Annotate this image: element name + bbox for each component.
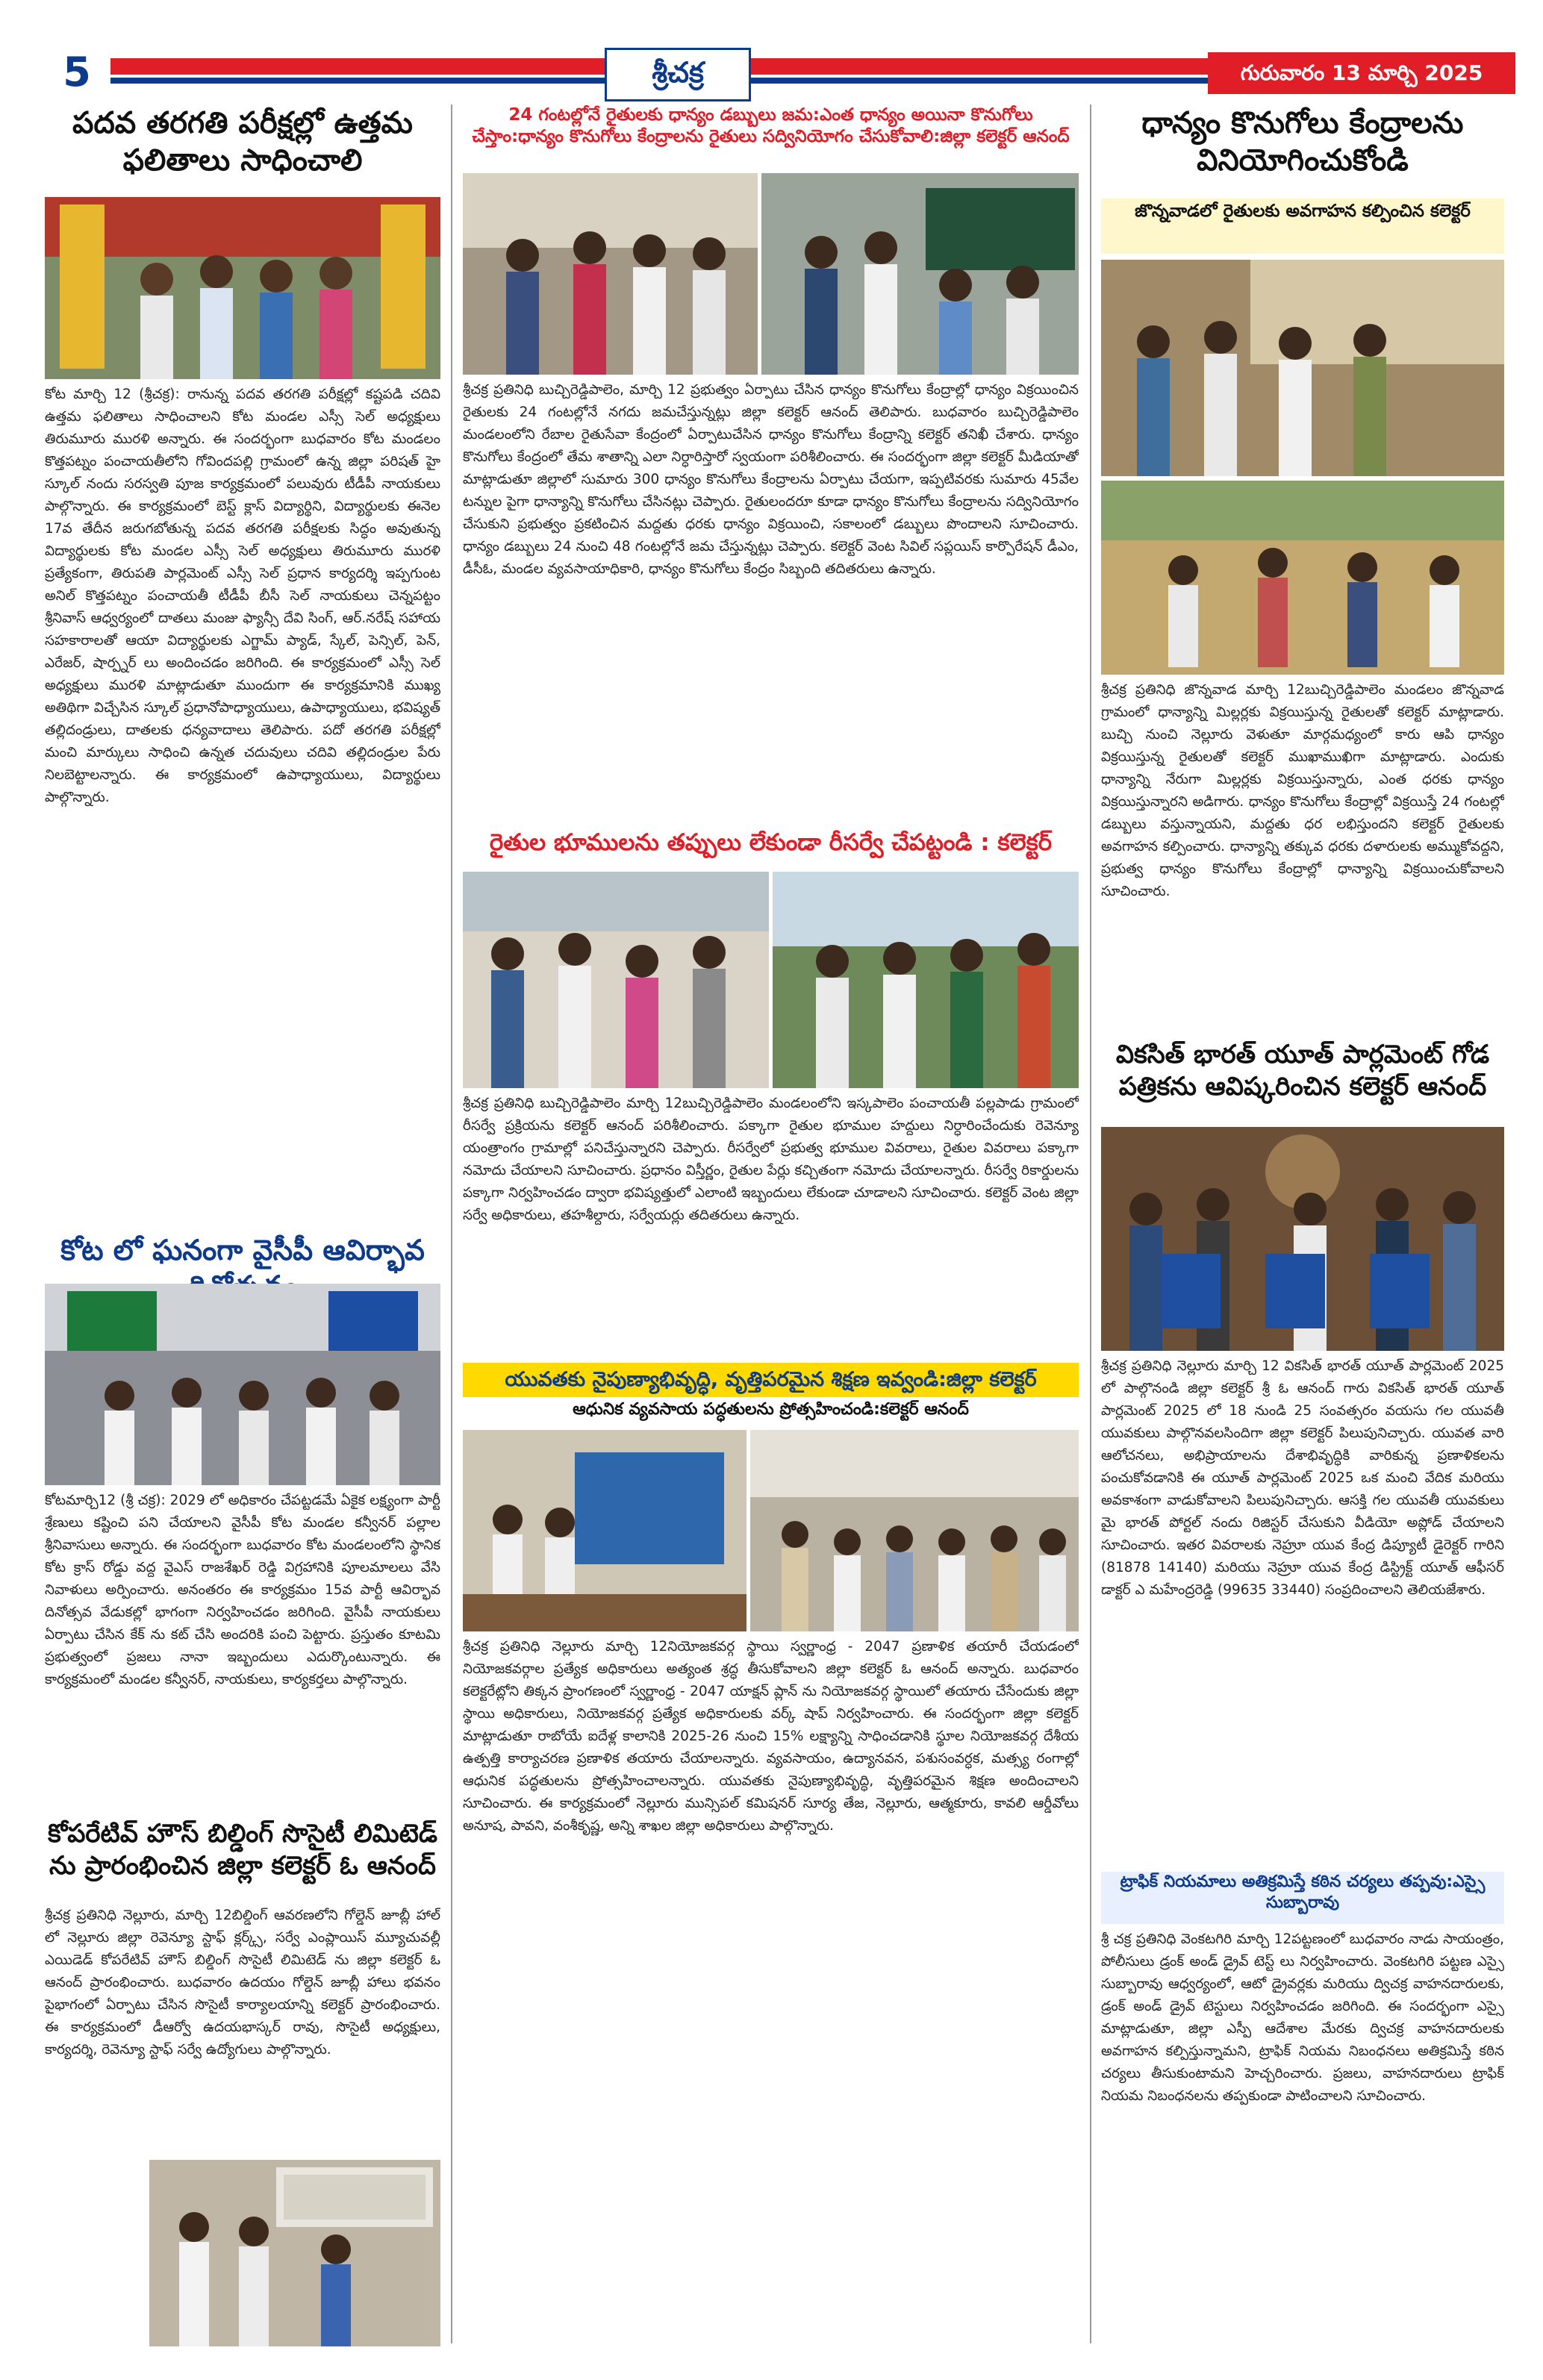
field-visit-photo — [773, 872, 1079, 1088]
article-photo — [1101, 481, 1504, 675]
article-headline: 24 గంటల్లోనే రైతులకు ధాన్యం డబ్బులు జమ:ఎంత ధాన్యం అయినా కొనుగోలు చేస్తాం:ధాన్యం కొనుగోలు కేంద్రాలను రైతులు సద్వినియోగం చేసుకోవాలి:జిల్లా కలెక్టర్ ఆనంద్ — [472, 105, 1070, 146]
masthead — [30, 48, 1515, 97]
article-body: శ్రీచక్ర ప్రతినిధి నెల్లూరు మార్చి 12 వికసిత్ భారత్ యూత్ పార్లమెంట్ 2025 లో పాల్గొనండి జిల్లా కలెక్టర్ శ్రీ ఓ ఆనంద్ గారు వికసిత్ భారత్ యూత్ పార్లమెంట్ 2025 లో 18 నుండి 25 సంవత్సరం వయసు గల యువతీ యువకులు పాల్గొనవలసిందిగా జిల్లా కలెక్టర్ పిలుపునిచ్చారు. యువత వారి ఆలోచనలు, అభిప్రాయాలను దేశాభివృద్ధికి వారికున్న ప్రణాళికలను పంచుకోవడానికి ఈ యూత్ పార్లమెంట్ 2025 ఒక మంచి వేదిక మరియు అవకాశంగా వాడుకోవాలని పిలుపునిచ్చారు. ఆసక్తి గల యువతీ యువకులు మై భారత్ పోర్టల్ నందు రిజిస్టర్ చేసుకుని వీడియో అప్లోడ్ చేయాలని సూచించారు. ఇతర వివరాలకు నెహ్రూ యువ కేంద్ర డిప్యూటీ డైరెక్టర్ గారిని (81878 14140) మరియు నెహ్రూ యువ కేంద్ర డిస్ట్రిక్ట్ యూత్ ఆఫీసర్ డాక్టర్ ఎ మహేంద్రరెడ్డి (99635 33440) సంప్రదించాలని తెలియజేశారు. — [1101, 1358, 1504, 1598]
article-photo — [761, 173, 1079, 375]
article-body: శ్రీచక్ర ప్రతినిధి బుచ్చిరెడ్డిపాలెం మార్చి 12బుచ్చిరెడ్డిపాలెం మండలంలోని ఇస్కపాలెం పంచాయతీ పల్లపాడు గ్రామంలో రీసర్వే ప్రక్రియను కలెక్టర్ ఆనంద్ పరిశీలించారు. పక్కాగా రైతుల భూముల హద్దులు నిర్ధారించేందుకు రెవెన్యూ యంత్రాంగం గ్రామాల్లో పనిచేస్తున్నారని చెప్పారు. రీసర్వేలో ప్రభుత్వ భూముల వివరాలు, రైతుల వివరాలు పక్కాగా నమోదు చేయాలని సూచించారు. ప్రధానం విస్తీర్ణం, రైతుల పేర్లు కచ్చితంగా నమోదు చేయాలన్నారు. రీసర్వే రికార్డులను పక్కాగా నిర్వహించడం ద్వారా భవిష్యత్తులో ఎలాంటి ఇబ్బందులు లేకుండా చూడాలని సూచించారు. కలెక్టర్ వెంట జిల్లా సర్వే అధికారులు, తహశీల్దారు, సర్వేయర్లు తదితరులు ఉన్నారు. — [463, 1096, 1079, 1223]
workshop-stage-photo — [463, 1430, 746, 1631]
school-event-photo — [45, 197, 440, 379]
article-body: శ్రీచక్ర ప్రతినిధి నెల్లూరు మార్చి 12నియోజకవర్గ స్థాయి స్వర్ణాంధ్ర - 2047 ప్రణాళిక తయారీ చేయడంలో నియోజకవర్గాల ప్రత్యేక అధికారులు అత్యంత శ్రద్ధ తీసుకోవాలని జిల్లా కలెక్టర్ ఓ ఆనంద్ అన్నారు. బుధవారం కలెక్టరేట్లోని తిక్కన ప్రాంగణంలో స్వర్ణాంధ్ర - 2047 యాక్షన్ ప్లాన్ ను నియోజకవర్గ స్థాయిలో తయారు చేసేందుకు జిల్లా స్థాయి అధికారులు, నియోజకవర్గ ప్రత్యేక అధికారులకు వర్క్ షాప్ నిర్వహించారు. ఈ సందర్భంగా జిల్లా కలెక్టర్ మాట్లాడుతూ రాబోయే ఐదేళ్ల కాలానికి 2025-26 నుంచి 15% లక్ష్యాన్ని సాధించడానికి స్థూల నియోజకవర్గ దేశీయ ఉత్పత్తి కార్యాచరణ ప్రణాళిక తయారు చేయాలన్నారు. వ్యవసాయం, ఉద్యానవన, పశుసంవర్ధక, మత్స్య రంగాల్లో ఆధునిక పద్ధతులను ప్రోత్సహించాలన్నారు. యువతకు నైపుణ్యాభివృద్ధి, వృత్తిపరమైన శిక్షణ అందించాలని సూచించారు. ఈ కార్యక్రమంలో నెల్లూరు మున్సిపల్ కమిషనర్ సూర్య తేజ, నెల్లూరు, ఆత్మకూరు, కావలి ఆర్డీవోలు అనూష, పావని, వంశీకృష్ణ, అన్ని శాఖల జిల్లా అధికారులు పాల్గొన్నారు. — [463, 1639, 1079, 1834]
article-headline: ట్రాఫిక్ నియమాలు అతిక్రమిస్తే కఠిన చర్యలు తప్పవు:ఎస్సై సుబ్బారావు — [1101, 1872, 1504, 1924]
article-headline: రైతుల భూములను తప్పులు లేకుండా రీసర్వే చేపట్టండి : కలెక్టర్ — [489, 829, 1053, 856]
column-divider — [451, 104, 452, 2343]
article-body: శ్రీచక్ర ప్రతినిధి బుచ్చిరెడ్డిపాలెం, మార్చి 12 ప్రభుత్వం ఏర్పాటు చేసిన ధాన్యం కొనుగోలు కేంద్రాల్లో ధాన్యం విక్రయించిన రైతులకు 24 గంటల్లోనే నగదు జమచేస్తున్నట్లు జిల్లా కలెక్టర్ ఆనంద్ తెలిపారు. బుధవారం బుచ్చిరెడ్డిపాలెం మండలంలోని రేబాల రైతుసేవా కేంద్రంలో ఏర్పాటుచేసిన ధాన్యం కొనుగోలు కేంద్రాన్ని కలెక్టర్ తనిఖీ చేశారు. ధాన్యం కొనుగోలు కేంద్రంలో తేమ శాతాన్ని ఎలా నిర్ధారిస్తారో స్వయంగా పరిశీలించారు. ఈ సందర్భంగా జిల్లా కలెక్టర్ మీడియాతో మాట్లాడుతూ జిల్లాలో సుమారు 300 ధాన్యం కొనుగోలు కేంద్రాలను ఏర్పాటు చేయగా, ఇప్పటివరకు సుమారు 45వేల టన్నుల పైగా ధాన్యాన్ని కొనుగోలు చేసినట్లు చెప్పారు. రైతులందరూ కూడా ధాన్యం కొనుగోలు కేంద్రాలను సద్వినియోగం చేసుకుని ప్రభుత్వం ప్రకటించిన మద్దతు ధరకు ధాన్యం విక్రయించి, సకాలంలో డబ్బులు పొందాలని సూచించారు. ధాన్యం డబ్బులు 24 నుంచి 48 గంటల్లోనే జమ చేస్తున్నట్లు చెప్పారు. కలెక్టర్ వెంట సివిల్ సప్లయిస్ కార్పొరేషన్ డీఎం, డీసీఓ, మండల వ్యవసాయాధికారి, ధాన్యం కొనుగోలు కేంద్రం సిబ్బంది తదితరులు ఉన్నారు. — [463, 382, 1079, 577]
article-body: కోటమార్చి12 (శ్రీ చక్ర): 2029 లో అధికారం చేపట్టడమే ఏకైక లక్ష్యంగా పార్టీ శ్రేణులు కష్టించి పని చేయాలని వైసీపీ కోట మండల కన్వీనర్ పల్లాల శ్రీనివాసులు అన్నారు. ఈ సందర్భంగా బుధవారం కోట మండలంలోని స్థానిక కోట క్రాస్ రోడ్డు వద్ద వైఎస్ రాజశేఖర్ రెడ్డి విగ్రహానికి పూలమాలలు వేసి నివాళులు అర్పించారు. అనంతరం ఈ కార్యక్రమం 15వ పార్టీ ఆవిర్భావ దినోత్సవ వేడుకల్లో భాగంగా నిర్వహించడం జరిగింది. వైసీపీ నాయకులు ఏర్పాటు చేసిన కేక్ ను కట్ చేసి అందరికి పంచి పెట్టారు. ప్రస్తుతం కూటమి ప్రభుత్వంలో ప్రజలు నానా ఇబ్బందులు ఎదుర్కొంటున్నారు. ఈ కార్యక్రమంలో మండల కన్వీనర్, నాయకులు, కార్యకర్తలు పాల్గొన్నారు. — [45, 1493, 440, 1687]
article-photo — [1101, 1127, 1504, 1351]
article-photo — [1101, 260, 1504, 476]
article-body: శ్రీచక్ర ప్రతినిధి జొన్నవాడ మార్చి 12బుచ్చిరెడ్డిపాలెం మండలం జొన్నవాడ గ్రామంలో ధాన్యాన్ని మిల్లర్లకు విక్రయిస్తున్న రైతులతో కలెక్టర్ మాట్లాడారు. బుచ్చి నుంచి నెల్లూరు వెళుతూ మార్గమధ్యంలో కారు ఆపి ధాన్యం విక్రయిస్తున్న రైతులతో కలెక్టర్ ముఖాముఖిగా మాట్లాడారు. ఎందుకు ధాన్యాన్ని నేరుగా మిల్లర్లకు విక్రయిస్తున్నారు, ఎంత ధరకు ధాన్యం విక్రయిస్తున్నారని అడిగారు. ధాన్యం కొనుగోలు కేంద్రాల్లో విక్రయిస్తే 24 గంటల్లో డబ్బులు వస్తున్నాయని, మద్దతు ధర లభిస్తుందని కలెక్టర్ రైతులకు అవగాహన కల్పించారు. ధాన్యాన్ని తక్కువ ధరకు దళారులకు అమ్ముకోవద్దని, ప్రభుత్వ ధాన్యం కొనుగోలు కేంద్రాల్లో ధాన్యాన్ని విక్రయించుకోవాలని సూచించారు. — [1101, 682, 1504, 899]
resurvey-photo — [463, 872, 769, 1088]
article-headline: ధాన్యం కొనుగోలు కేంద్రాలను వినియోగించుకోండి — [1141, 106, 1464, 178]
article-headline: కోట లో ఘనంగా వైసీపీ ఆవిర్భావ — [60, 1234, 425, 1266]
article-headline: పదవ తరగతి పరీక్షల్లో ఉత్తమ ఫలితాలు సాధించాలి — [72, 106, 413, 178]
column-divider — [1090, 104, 1091, 2343]
paddy-center-photo — [463, 173, 758, 375]
article-headline: కోపరేటివ్ హౌస్ బిల్డింగ్ సొసైటీ లిమిటెడ్ ను ప్రారంభించిన జిల్లా కలెక్టర్ ఓ ఆనంద్ — [47, 1819, 438, 1881]
paddy-bags-photo — [1101, 260, 1504, 476]
paddy-drying-photo — [1101, 481, 1504, 675]
article-photo — [463, 1430, 746, 1631]
inspection-photo — [761, 173, 1079, 375]
article-photo — [149, 2160, 440, 2346]
article-subheadline: జొన్నవాడలో రైతులకు అవగాహన కల్పించిన కలెక్టర్ — [1101, 199, 1504, 254]
article-photo — [463, 173, 758, 375]
article-subheadline: ఆధునిక వ్యవసాయ పద్ధతులను ప్రోత్సహించండి:కలెక్టర్ ఆనంద్ — [573, 1400, 969, 1419]
article-headline: యువతకు నైపుణ్యాభివృద్ధి, వృత్తిపరమైన శిక్షణ ఇవ్వండి:జిల్లా కలెక్టర్ — [463, 1363, 1079, 1397]
inauguration-photo — [149, 2160, 440, 2346]
article-photo — [773, 872, 1079, 1088]
article-headline: వికసిత్ భారత్ యూత్ పార్లమెంట్ గోడ పత్రికను ఆవిష్కరించిన కలెక్టర్ ఆనంద్ — [1115, 1040, 1490, 1102]
page-number: 5 — [43, 48, 110, 97]
article-body: కోట మార్చి 12 (శ్రీచక్ర): రానున్న పదవ తరగతి పరీక్షల్లో కష్టపడి చదివి ఉత్తమ ఫలితాలు సాధించాలని కోట మండల ఎస్సీ సెల్ అధ్యక్షులు తిరుమూరు మురళి అన్నారు. ఈ సందర్భంగా బుధవారం కోట మండలం కొత్తపట్నం పంచాయతీలోని గోవిందపల్లి గ్రామంలో ఉన్న జిల్లా పరిషత్ హై స్కూల్ నందు సరస్వతి పూజ కార్యక్రమంలో పలువురు టీడీపీ నాయకులు పాల్గొన్నారు. ఈ కార్యక్రమంలో బెస్ట్ క్లాస్ విద్యార్థిని, విద్యార్థులకు ఈనెల 17వ తేదీన జరుగబోతున్న పదవ తరగతి పరీక్షలకు సిద్ధం అవుతున్న విద్యార్థులకు కోట మండల ఎస్సీ సెల్ అధ్యక్షులు తిరుమూరు మురళి ప్రత్యేకంగా, తిరుపతి పార్లమెంట్ ఎస్సీ సెల్ ప్రధాన కార్యదర్శి ఇప్పగుంట అనిల్ కొత్తపట్నం పంచాయతీ టీడీపీ బీసీ సెల్ నాయకులు చెన్నపట్టం శ్రీనివాస్ ఆధ్వర్యంలో దాతలు మంజు ఫ్యాన్సీ దేవి సింగ్, ఆర్.నరేష్ సహాయ సహకారాలతో ఆయా విద్యార్థులకు ఎగ్జామ్ ప్యాడ్, స్కేల్, పెన్సిల్, పెన్, ఎరేజర్, షార్ప్నర్ లు అందించడం జరిగింది. ఈ కార్యక్రమంలో ఎస్సీ సెల్ అధ్యక్షులు మురళి మాట్లాడుతూ ముందుగా ఈ కార్యక్రమానికి ముఖ్య అతిథిగా విచ్చేసిన స్కూల్ ప్రధానోపాధ్యాయులు, ఉపాధ్యాయులు, భవిష్యత్ తల్లిదండ్రులు, దాతలకు ధన్యవాదాలు తెలిపారు. పదో తరగతి పరీక్షల్లో మంచి మార్కులు సాధించి ఉన్నత చదువులు చదివి తల్లిదండ్రుల పేరు నిలబెట్టాలన్నారు. ఈ కార్యక్రమంలో ఉపాధ్యాయులు, విద్యార్థులు పాల్గొన్నారు. — [45, 387, 440, 805]
article-body: శ్రీ చక్ర ప్రతినిధి వెంకటగిరి మార్చి 12పట్టణంలో బుధవారం నాడు సాయంత్రం, పోలీసులు డ్రంక్ అండ్ డ్రైవ్ టెస్ట్ లు నిర్వహించారు. వెంకటగిరి పట్టణ ఎస్సై సుబ్బారావు ఆధ్వర్యంలో, ఆటో డ్రైవర్లకు మరియు ద్విచక్ర వాహనదారులకు, డ్రంక్ అండ్ డ్రైవ్ టెస్టులు నిర్వహించడం జరిగింది. ఈ సందర్భంగా ఎస్సై మాట్లాడుతూ, జిల్లా ఎస్పీ ఆదేశాల మేరకు ద్విచక్ర వాహనదారులకు అవగాహన కల్పిస్తున్నామని, ట్రాఫిక్ నియమ నిబంధనలు అతిక్రమిస్తే కఠిన చర్యలు తీసుకుంటామని హెచ్చరించారు. ప్రజలు, వాహనదారులు ట్రాఫిక్ నియమ నిబంధనలను తప్పకుండా పాటించాలని సూచించారు. — [1101, 1931, 1504, 2104]
article-body: శ్రీచక్ర ప్రతినిధి నెల్లూరు, మార్చి 12బిల్డింగ్ ఆవరణలోని గోల్డెన్ జూబ్లీ హాల్ లో నెల్లూరు జిల్లా రెవెన్యూ స్టాఫ్ క్లర్క్స్, సర్వే ఎంప్లాయిస్ మ్యూచువల్లీ ఎయిడెడ్ కోపరేటివ్ హౌస్ బిల్డింగ్ సొసైటీ లిమిటెడ్ ను జిల్లా కలెక్టర్ ఓ ఆనంద్ ప్రారంభించారు. బుధవారం ఉదయం గోల్డెన్ జూబ్లీ హాలు భవనం పైభాగంలో ఏర్పాటు చేసిన సొసైటీ కార్యాలయాన్ని కలెక్టర్ ప్రారంభించారు. ఈ కార్యక్రమంలో డీఆర్వో ఉదయభాస్కర్ రావు, సొసైటీ అధ్యక్షులు, కార్యదర్శి, రెవెన్యూ స్టాఫ్ సర్వే ఉద్యోగులు పాల్గొన్నారు. — [45, 1908, 440, 2058]
party-event-photo — [45, 1284, 440, 1485]
youth-parliament-poster-photo — [1101, 1127, 1504, 1351]
article-photo — [45, 1284, 440, 1485]
article-photo — [750, 1430, 1079, 1631]
article-photo — [463, 872, 769, 1088]
article-photo — [45, 197, 440, 379]
workshop-audience-photo — [750, 1430, 1079, 1631]
issue-date: గురువారం 13 మార్చి 2025 — [1208, 52, 1515, 94]
newspaper-logo: శ్రీచక్ర — [605, 48, 751, 101]
